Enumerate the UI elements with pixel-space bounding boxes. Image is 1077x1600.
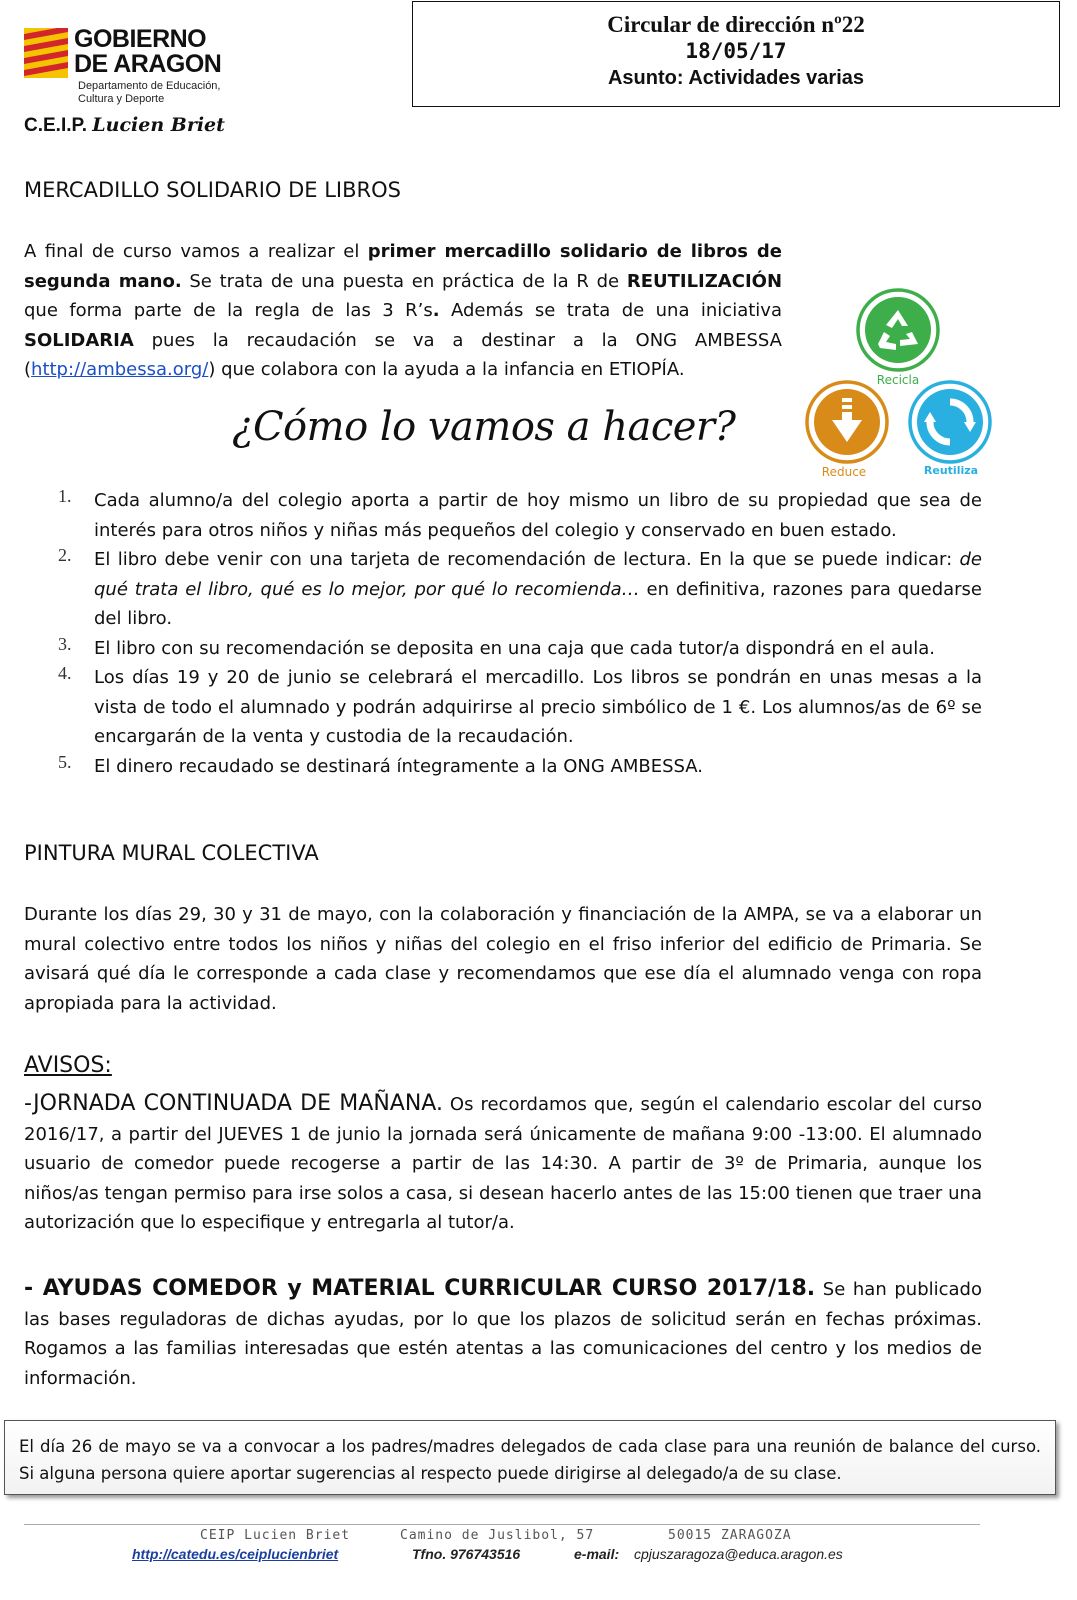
step-text: Los días 19 y 20 de junio se celebrará el mercadillo. Los libros se pondrán en unas mesas a la vista de todo el alumnado y podrán adquirirse al precio simbólico de 1 €. Los alumnos/as de 6º se encargarán de la venta y custodia de la recaudación.	[94, 667, 982, 747]
footer-email-label: e-mail:	[574, 1546, 620, 1562]
aragon-flag-logo	[24, 28, 68, 78]
recicla-icon	[858, 290, 938, 370]
footer-divider	[24, 1524, 980, 1525]
aviso-jornada-title: -JORNADA CONTINUADA DE MAÑANA.	[24, 1091, 443, 1116]
footer-web-link[interactable]: http://catedu.es/ceiplucienbriet	[132, 1546, 339, 1562]
intro-bold3: .	[432, 300, 440, 321]
list-item	[0, 545, 982, 634]
aviso-jornada	[24, 1089, 982, 1238]
school-name-script: Lucien Briet	[92, 114, 225, 136]
step-text: en definitiva, razones para quedarse del libro.	[94, 578, 982, 629]
recicla-label: Recicla	[876, 373, 920, 387]
avisos-heading: AVISOS:	[24, 1053, 112, 1078]
mural-paragraph: Durante los días 29, 30 y 31 de mayo, con la colaboración y financiación de la AMPA, se va a elaborar un mural colectivo entre todos los niños y niñas del colegio en el friso inferior del edificio de Primaria. Se avisará qué día le corresponde a cada clase y recomendamos que ese día el alumnado venga con ropa apropiada para la actividad.	[24, 904, 982, 1014]
step-number: 2.	[58, 545, 72, 565]
aviso-ayudas	[24, 1274, 982, 1393]
step-number: 4.	[58, 663, 72, 683]
reutiliza-label: Reutiliza	[923, 464, 979, 477]
circular-subject: Asunto: Actividades varias	[607, 67, 864, 89]
footer-city: 50015 ZARAGOZA	[668, 1528, 792, 1543]
intro-part1: A final de curso vamos a realizar el	[24, 241, 368, 262]
school-name	[24, 114, 225, 137]
list-item	[0, 486, 982, 545]
circular-header-box	[412, 1, 1060, 107]
aviso-ayudas-title: - AYUDAS COMEDOR y MATERIAL CURRICULAR CURSO 2017/18.	[24, 1276, 816, 1301]
reduce-label: Reduce	[821, 465, 867, 479]
intro-bold4: SOLIDARIA	[24, 329, 134, 351]
mural-heading: PINTURA MURAL COLECTIVA	[24, 841, 319, 865]
intro-bold1: primer mercadillo solidario de libros de segunda mano.	[24, 241, 782, 292]
step-text: El libro con su recomendación se deposita en una caja que cada tutor/a dispondrá en el aula.	[94, 637, 935, 659]
list-item	[0, 663, 982, 752]
intro-part5: pues la recaudación se va a destinar a la ONG AMBESSA (	[24, 329, 782, 380]
step-number: 5.	[58, 751, 72, 772]
circular-title: Circular de dirección nº22	[607, 12, 865, 37]
circular-date: 18/05/17	[685, 39, 787, 63]
intro-part2: Se trata de una puesta en práctica de la R de	[181, 270, 627, 292]
ambessa-link[interactable]: http://ambessa.org/	[31, 359, 209, 380]
step-text: El libro debe venir con una tarjeta de recomendación de lectura. En la que se puede indicar:	[94, 549, 960, 570]
footer-address: Camino de Juslibol, 57	[400, 1528, 595, 1543]
intro-part4: Además se trata de una iniciativa	[439, 300, 782, 321]
footer-school: CEIP Lucien Briet	[200, 1528, 351, 1543]
step-number: 1.	[58, 486, 72, 506]
logo-subtitle-line1: Departamento de Educación,	[78, 80, 221, 92]
howto-heading: ¿Cómo lo vamos a hacer?	[232, 404, 736, 450]
steps-list	[0, 486, 982, 781]
notice-box: El día 26 de mayo se va a convocar a los padres/madres delegados de cada clase para una reunión de balance del curso. Si alguna persona quiere aportar sugerencias al respecto puede dirigirse al delegado/a de su clase.	[4, 1420, 1056, 1495]
mercadillo-heading: MERCADILLO SOLIDARIO DE LIBROS	[24, 178, 401, 202]
logo-title-line2: DE ARAGON	[74, 50, 222, 78]
step-text: El dinero recaudado se destinará íntegramente a la ONG AMBESSA.	[94, 755, 704, 777]
intro-bold2: REUTILIZACIÓN	[626, 270, 783, 292]
step-text: Cada alumno/a del colegio aporta a partir de hoy mismo un libro de su propiedad que sea de interés para otros niños y niñas más pequeños del colegio y conservado en buen estado.	[94, 490, 982, 541]
reutiliza-icon	[910, 382, 990, 462]
footer-phone: Tfno. 976743516	[412, 1546, 521, 1562]
intro-part6: ) que colabora con la ayuda a la infancia en ETIOPÍA.	[208, 359, 685, 380]
footer-email[interactable]: cpjuszaragoza@educa.aragon.es	[634, 1546, 843, 1562]
list-item	[0, 634, 982, 664]
three-rs-icons	[800, 288, 1000, 484]
reduce-icon	[807, 382, 887, 462]
intro-part3: que forma parte de la regla de las 3 R’s	[24, 300, 433, 321]
list-item	[0, 752, 982, 782]
school-prefix: C.E.I.P.	[24, 115, 88, 136]
step-number: 3.	[58, 633, 72, 654]
logo-subtitle-line2: Cultura y Deporte	[78, 93, 165, 105]
logo-title-line1: GOBIERNO	[74, 25, 207, 53]
step-text-italic: de qué trata el libro, qué es lo mejor, por qué lo recomienda…	[94, 549, 982, 600]
aviso-jornada-text: Os recordamos que, según el calendario escolar del curso 2016/17, a partir del JUEVES 1 de junio la jornada será únicamente de mañana 9:00 -13:00. El alumnado usuario de comedor puede recogerse a partir de las 14:30. A partir de 3º de Primaria, aunque los niños/as tengan permiso para irse solos a casa, si desean hacerlo antes de las 15:00 tienen que traer una autorización que lo especifique y entregarla al tutor/a.	[24, 1094, 982, 1233]
aviso-ayudas-text: Se han publicado las bases reguladoras de dichas ayudas, por lo que los plazos de solicitud serán en fechas próximas. Rogamos a las familias interesadas que estén atentas a las comunicaciones del centro y los medios de información.	[24, 1279, 982, 1389]
